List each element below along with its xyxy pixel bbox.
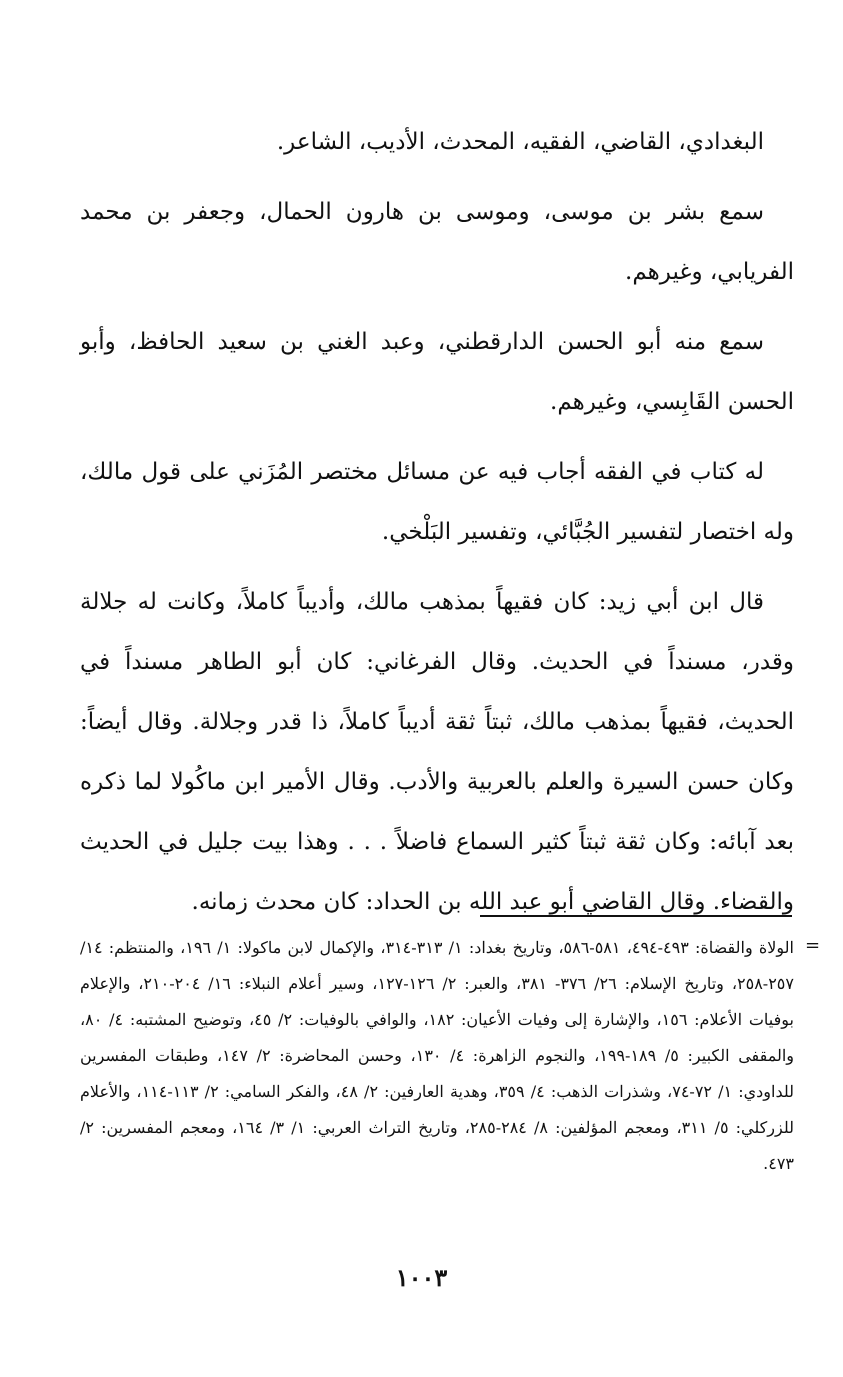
page-number: ١٠٠٣ (395, 1263, 448, 1292)
main-text (80, 112, 794, 942)
footnote-continuation-marker: = (805, 935, 821, 956)
footnotes (80, 930, 794, 1182)
paragraph-works: له كتاب في الفقه أجاب فيه عن مسائل مختصر المُزَني على قول مالك، وله اختصار لتفسير الجُبَّائي، وتفسير البَلْخي. (80, 459, 794, 545)
paragraph-praise: قال ابن أبي زيد: كان فقيهاً بمذهب مالك، وأديباً كاملاً، وكانت له جلالة وقدر، مسنداً في الحديث. وقال الفرغاني: كان أبو الطاهر مسنداً في الحديث، فقيهاً بمذهب مالك، ثبتاً ثقة أديباً كاملاً، ذا قدر وجلالة. وقال أيضاً: وكان حسن السيرة والعلم بالعربية والأدب. وقال الأمير ابن ماكُولا لما ذكره بعد آبائه: وكان ثقة ثبتاً كثير السماع فاضلاً . . . وهذا بيت جليل في الحديث والقضاء. وقال القاضي أبو عبد الله بن الحداد: كان محدث زمانه. (80, 589, 794, 915)
footnote-references: الولاة والقضاة: ٤٩٣-٤٩٤، ٥٨١-٥٨٦، وتاريخ بغداد: ١/ ٣١٣-٣١٤، والإكمال لابن ماكولا: ١/ ١٩٦، والمنتظم: ١٤/ ٢٥٧-٢٥٨، وتاريخ الإسلام: ٢٦/ ٣٧٦- ٣٨١، والعبر: ٢/ ١٢٦-١٢٧، وسير أعلام النبلاء: ١٦/ ٢٠٤-٢١٠، والإعلام بوفيات الأعلام: ١٥٦، والإشارة إلى وفيات الأعيان: ١٨٢، والوافي بالوفيات: ٢/ ٤٥، وتوضيح المشتبه: ٤/ ٨٠، والمقفى الكبير: ٥/ ١٨٩-١٩٩، والنجوم الزاهرة: ٤/ ١٣٠، وحسن المحاضرة: ٢/ ١٤٧، وطبقات المفسرين للداودي: ١/ ٧٢-٧٤، وشذرات الذهب: ٤/ ٣٥٩، وهدية العارفين: ٢/ ٤٨، والفكر السامي: ٢/ ١١٣-١١٤، والأعلام للزركلي: ٥/ ٣١١، ومعجم المؤلفين: ٨/ ٢٨٤-٢٨٥، وتاريخ التراث العربي: ١/ ٣/ ١٦٤، ومعجم المفسرين: ٢/ ٤٧٣. (80, 938, 795, 1173)
footnote-separator (480, 915, 792, 917)
paragraph-teachers: سمع بشر بن موسى، وموسى بن هارون الحمال، وجعفر بن محمد الفريابي، وغيرهم. (80, 199, 794, 285)
paragraph-titles: البغدادي، القاضي، الفقيه، المحدث، الأديب، الشاعر. (276, 129, 764, 155)
paragraph-students: سمع منه أبو الحسن الدارقطني، وعبد الغني بن سعيد الحافظ، وأبو الحسن القَابِسي، وغيرهم. (80, 329, 794, 415)
